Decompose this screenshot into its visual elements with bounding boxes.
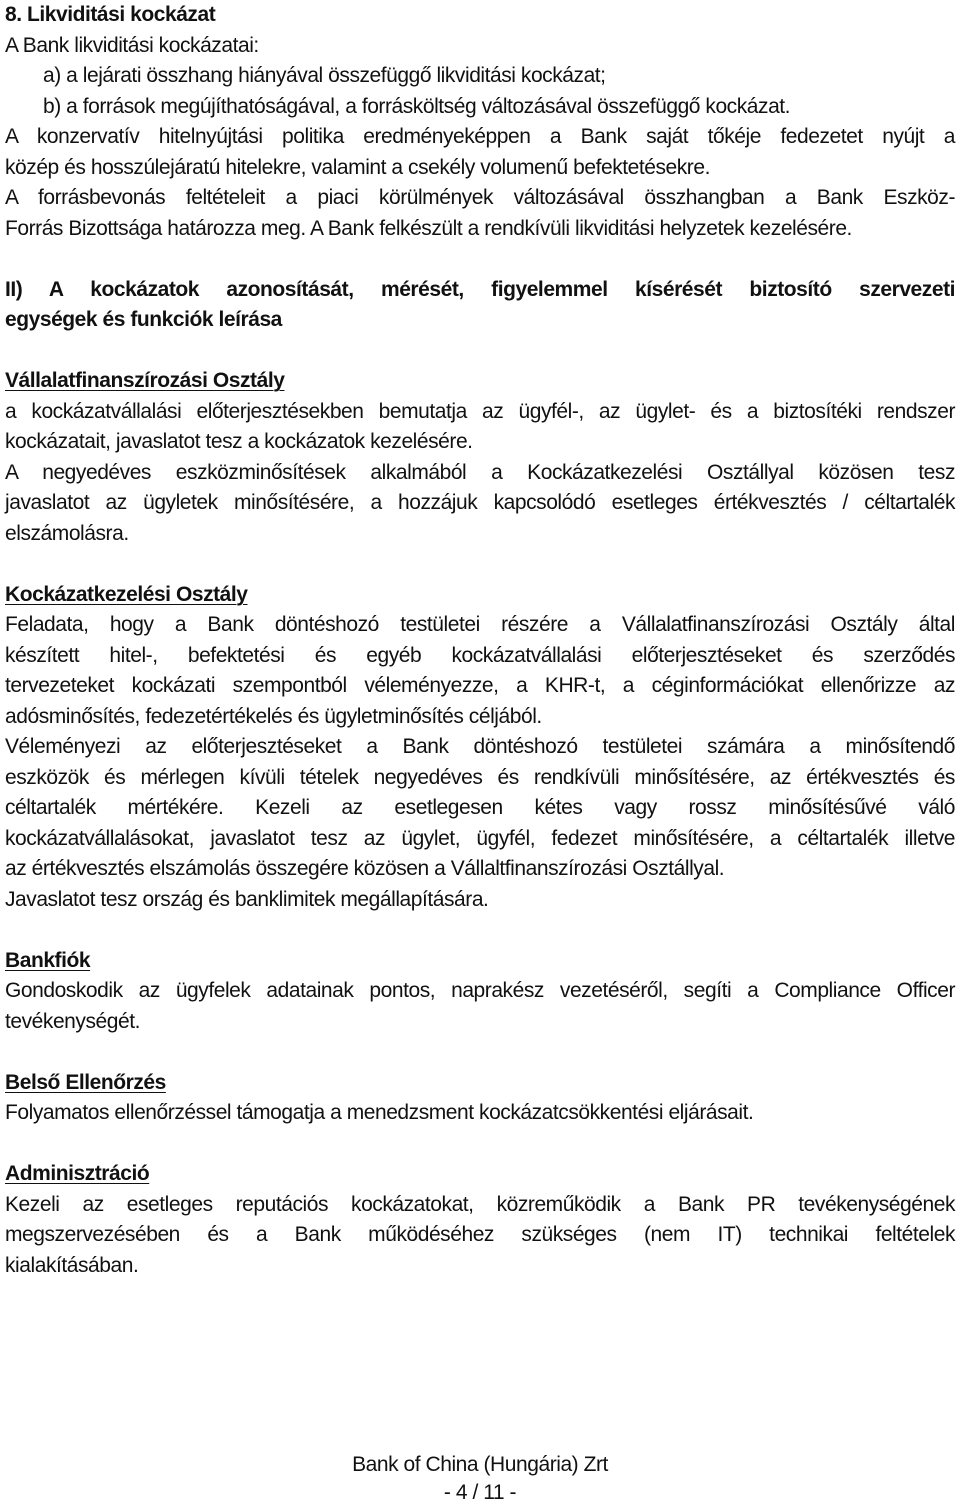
unit-text-line: a kockázatvállalási előterjesztésekben bemutatja az ügyfél-, az ügylet- és a biztosítéki rendszer [5,399,955,423]
unit-text-line: adósminősítés, fedezetértékelés és ügyletminősítés céljából. [5,704,542,728]
unit-text-line: céltartalék mértékére. Kezeli az esetlegesen kétes vagy rossz minősítésűvé váló [5,796,955,819]
unit-title-vallalatfinanszirozas: Vállalatfinanszírozási Osztály [5,369,285,392]
footer-company: Bank of China (Hungária) Zrt [352,1453,608,1476]
section-8-intro: A Bank likviditási kockázatai: [5,33,259,57]
unit-text-line: Feladata, hogy a Bank döntéshozó testületei részére a Vállalatfinanszírozási Osztály által [5,613,955,636]
section-8-para2-line1: A forrásbevonás feltételeit a piaci körülmények változásával összhangban a Bank Eszköz- [5,186,955,209]
section-2-heading-line2: egységek és funkciók leírása [5,308,282,331]
unit-text-line: elszámolásra. [5,521,129,545]
unit-title-kockazatkezelesi: Kockázatkezelési Osztály [5,582,248,606]
section-8-heading: 8. Likviditási kockázat [5,3,216,26]
list-item-b: b) a források megújíthatóságával, a forrásköltség változásával összefüggő kockázat. [43,94,791,118]
unit-text-line: A negyedéves eszközminősítések alkalmából a Kockázatkezelési Osztállyal közösen tesz [5,460,955,484]
unit-title-belso-ellenorzes: Belső Ellenőrzés [5,1070,166,1094]
unit-text-line: készített hitel-, befektetési és egyéb kockázatvállalási előterjesztéseket és szerződés [5,643,955,667]
unit-text-line: Véleményezi az előterjesztéseket a Bank döntéshozó testületei számára a minősítendő [5,735,955,758]
section-8-para1-line2: közép és hosszúlejáratú hitelekre, valamint a csekély volumenű befektetésekre. [5,155,710,179]
unit-text-line: az értékvesztés elszámolás összegére közösen a Vállaltfinanszírozási Osztállyal. [5,857,725,880]
unit-text-line: Javaslatot tesz ország és banklimitek megállapítására. [5,887,489,911]
unit-text-line: Folyamatos ellenőrzéssel támogatja a menedzsment kockázatcsökkentési eljárásait. [5,1101,754,1124]
unit-text-line: eszközök és mérlegen kívüli tételek negyedéves és rendkívüli minősítésére, az értékvesztés és [5,765,955,789]
unit-text-line: kockázatvállalásokat, javaslatot tesz az ügylet, ügyfél, fedezet minősítésére, a céltartalék illetve [5,826,955,850]
section-8-para2-line2: Forrás Bizottsága határozza meg. A Bank felkészült a rendkívüli likviditási helyzetek kezelésére. [5,216,852,240]
unit-text-line: kockázatait, javaslatot tesz a kockázatok kezelésére. [5,430,473,453]
unit-text-line: Kezeli az esetleges reputációs kockázatokat, közreműködik a Bank PR tevékenységének [5,1192,955,1216]
unit-title-adminisztracio: Adminisztráció [5,1162,150,1185]
unit-text-line: tervezeteket kockázati szempontból véleményezze, a KHR-t, a céginformációkat ellenőrizze az [5,674,955,697]
document-page [5,0,955,1281]
unit-text-line: kialakításában. [5,1253,139,1277]
footer-page-number: - 4 / 11 - [443,1481,517,1504]
section-2-heading-line1: II) A kockázatok azonosítását, mérését, figyelemmel kísérését biztosító szervezeti [5,277,955,301]
section-8-para1-line1: A konzervatív hitelnyújtási politika eredményeképpen a Bank saját tőkéje fedezetet nyújt a [5,125,955,148]
unit-text-line: tevékenységét. [5,1009,140,1033]
unit-text-line: javaslatot az ügyletek minősítésére, a hozzájuk kapcsolódó esetleges értékvesztés / céltartalék [5,491,955,514]
unit-title-bankfiok: Bankfiók [5,948,91,972]
unit-text-line: megszervezésében és a Bank működéséhez szükséges (nem IT) technikai feltételek [5,1223,955,1246]
unit-text-line: Gondoskodik az ügyfelek adatainak pontos, naprakész vezetéséről, segíti a Compliance Officer [5,979,955,1002]
list-item-a: a) a lejárati összhang hiányával összefüggő likviditási kockázat; [43,64,606,87]
